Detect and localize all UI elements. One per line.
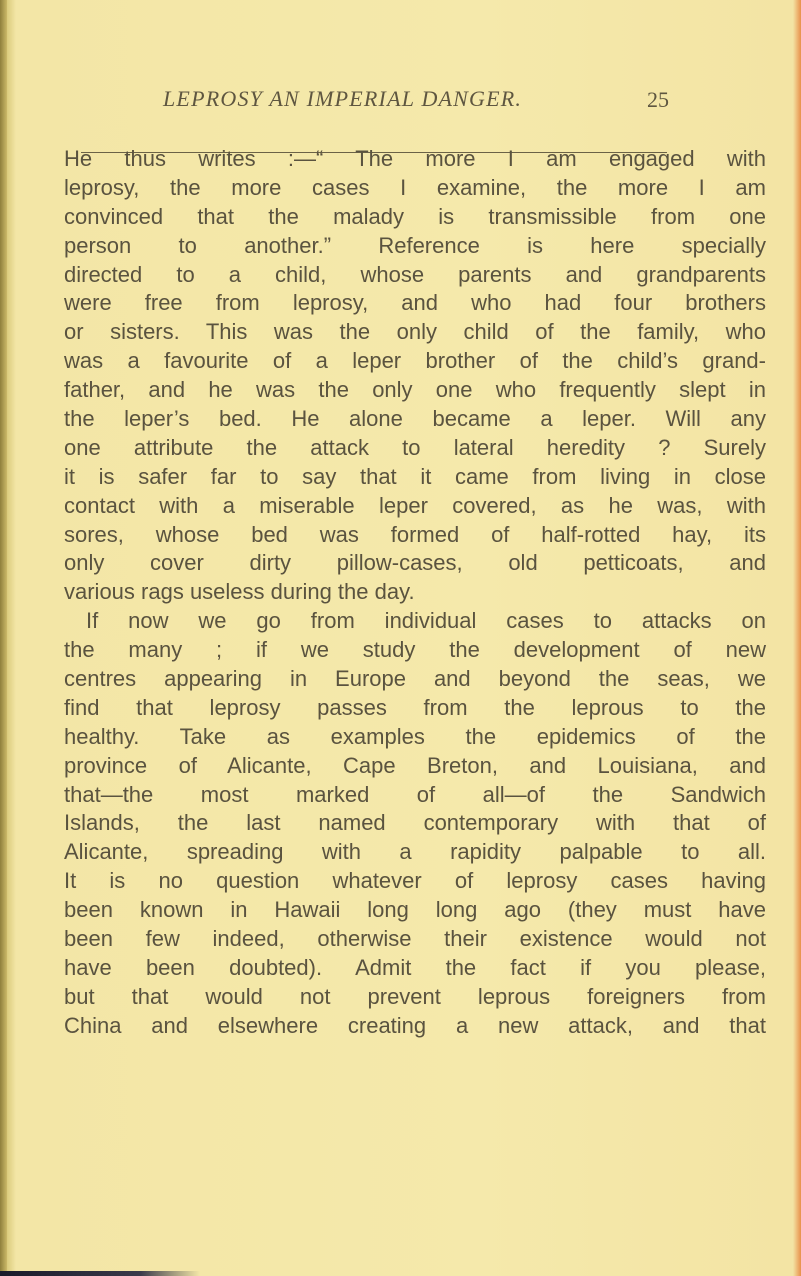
- text-line: father, and he was the only one who frequently slept in: [64, 377, 766, 403]
- book-spine-edge: [0, 0, 7, 1276]
- running-header: [80, 86, 770, 116]
- text-line: been known in Hawaii long long ago (they must have: [64, 897, 766, 923]
- running-title: LEPROSY AN IMPERIAL DANGER.: [163, 86, 523, 111]
- text-line: centres appearing in Europe and beyond the seas, we: [64, 666, 766, 692]
- text-line: were free from leprosy, and who had four brothers: [64, 290, 766, 316]
- text-line: convinced that the malady is transmissible from one: [64, 203, 766, 229]
- text-line: person to another.” Reference is here specially: [64, 232, 766, 258]
- text-line: but that would not prevent leprous foreigners from: [64, 983, 766, 1009]
- text-line: have been doubted). Admit the fact if you please,: [64, 954, 766, 980]
- text-line: healthy. Take as examples the epidemics of the: [64, 723, 766, 749]
- text-line: contact with a miserable leper covered, as he was, with: [64, 492, 766, 518]
- page-number: 25: [647, 87, 669, 112]
- text-line: been few indeed, otherwise their existence would not: [64, 926, 766, 952]
- text-line: various rags useless during the day.: [64, 579, 415, 605]
- text-line: it is safer far to say that it came from living in close: [64, 463, 766, 489]
- text-line: sores, whose bed was formed of half-rotted hay, its: [64, 521, 766, 547]
- text-line: was a favourite of a leper brother of the child’s grand-: [64, 348, 766, 374]
- paragraph: [64, 145, 766, 607]
- text-line: the leper’s bed. He alone became a leper. Will any: [64, 406, 766, 432]
- text-line: directed to a child, whose parents and grandparents: [64, 261, 766, 287]
- text-line: find that leprosy passes from the leprous to the: [64, 694, 766, 720]
- text-line: the many ; if we study the development of new: [64, 637, 766, 663]
- text-line: one attribute the attack to lateral heredity ? Surely: [64, 434, 766, 460]
- text-line: Islands, the last named contemporary with that of: [64, 810, 766, 836]
- text-line: He thus writes :—“ The more I am engaged with: [64, 146, 766, 171]
- text-line: only cover dirty pillow-cases, old petticoats, and: [64, 550, 766, 576]
- text-line: leprosy, the more cases I examine, the more I am: [64, 174, 766, 200]
- text-line: or sisters. This was the only child of the family, who: [64, 319, 766, 345]
- text-line: that—the most marked of all—of the Sandwich: [64, 781, 766, 807]
- text-line: If now we go from individual cases to attacks on: [86, 608, 766, 634]
- text-line: China and elsewhere creating a new attack, and that: [64, 1012, 766, 1038]
- bottom-edge: [0, 1271, 200, 1276]
- text-line: Alicante, spreading with a rapidity palpable to all.: [64, 839, 766, 865]
- text-line: province of Alicante, Cape Breton, and Louisiana, and: [64, 752, 766, 778]
- paragraph: [64, 607, 766, 1040]
- text-line: It is no question whatever of leprosy cases having: [64, 868, 766, 894]
- body-text: [64, 145, 766, 1041]
